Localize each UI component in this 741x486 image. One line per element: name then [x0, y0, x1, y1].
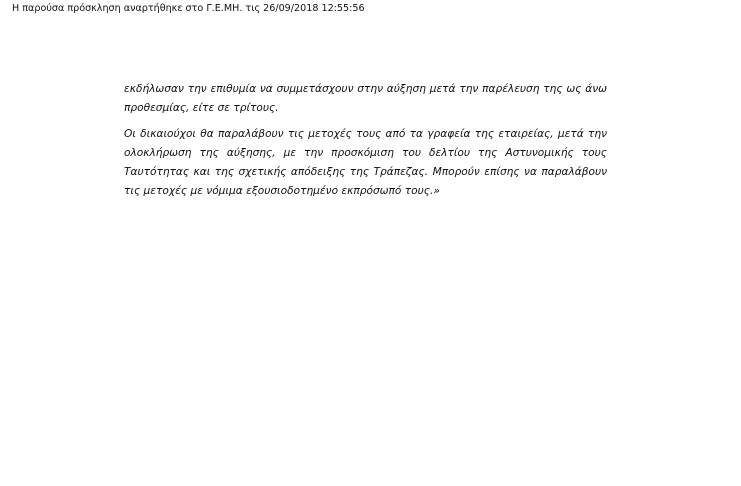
document-body — [124, 80, 607, 201]
gemi-posting-notice: Η παρούσα πρόσκληση αναρτήθηκε στο Γ.Ε.ΜΗ. τις 26/09/2018 12:55:56 — [12, 3, 365, 14]
paragraph-share-collection: Οι δικαιούχοι θα παραλάβουν τις μετοχές τους από τα γραφεία της εταιρείας, μετά την ολοκλήρωση της αύξησης, με την προσκόμιση του δελτίου της Αστυνομικής τους Ταυτότητας και της σχετικής απόδειξης της Τράπεζας. Μπορούν επίσης να παραλάβουν τις μετοχές με νόμιμα εξουσιοδοτημένο εκπρόσωπό τους.» — [124, 128, 607, 197]
paragraph-continuation: εκδήλωσαν την επιθυμία να συμμετάσχουν στην αύξηση μετά την παρέλευση της ως άνω προθεσμίας, είτε σε τρίτους. — [124, 83, 607, 114]
